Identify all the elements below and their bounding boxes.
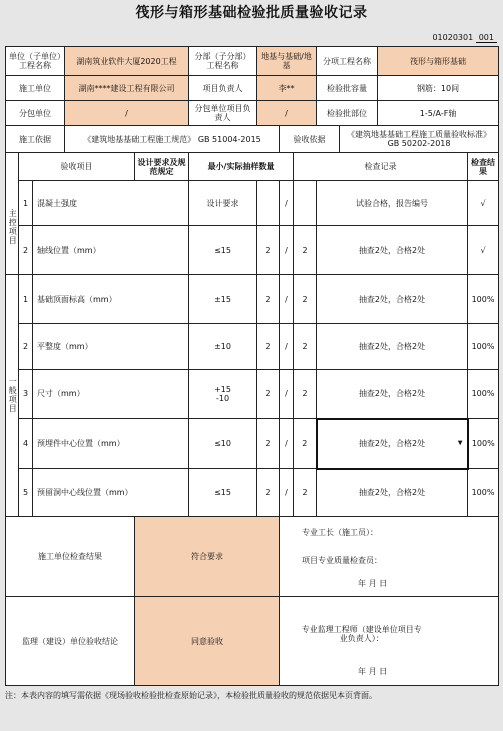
contractor-result-label: 施工单位检查结果 — [6, 517, 135, 597]
item-name: 混凝土强度 — [33, 181, 135, 226]
item-min-sample[interactable] — [257, 181, 280, 226]
item-number: 3 — [19, 370, 33, 419]
batch-capacity-label: 检验批容量 — [317, 76, 378, 101]
item-result[interactable]: 100% — [468, 275, 499, 324]
document-number — [432, 33, 497, 43]
col-header-result: 检查结果 — [468, 153, 499, 181]
construction-basis-label: 施工依据 — [6, 126, 65, 153]
item-design[interactable]: ≤10 — [189, 419, 257, 469]
subcontractor-label: 分包单位 — [6, 101, 65, 126]
item-record[interactable]: 抽查2处，合格2处 — [317, 226, 468, 275]
document-code: 01020301 — [432, 33, 474, 42]
page-title: 筏形与箱形基础检验批质量验收记录 — [135, 5, 368, 21]
unit-project-value[interactable]: 湖南筑业软件大厦2020工程 — [65, 47, 189, 76]
item-name: 轴线位置（mm） — [33, 226, 135, 275]
item-record[interactable]: 抽查2处，合格2处 — [317, 275, 468, 324]
contractor-result-value[interactable]: 符合要求 — [135, 517, 280, 597]
item-record[interactable]: 抽查2处，合格2处 — [317, 469, 468, 517]
sub-item-label: 分项工程名称 — [317, 47, 378, 76]
item-design[interactable]: ±10 — [189, 324, 257, 370]
item-min-sample[interactable]: 2 — [257, 275, 280, 324]
document-suffix: 001 — [476, 33, 497, 43]
contractor-date[interactable]: 年 月 日 — [280, 572, 499, 597]
item-actual-sample[interactable]: 2 — [294, 419, 317, 469]
construction-basis-value[interactable]: 《建筑地基基础工程施工规范》 GB 51004-2015 — [65, 126, 280, 153]
item-actual-sample[interactable] — [294, 181, 317, 226]
supervisor-date[interactable]: 年 月 日 — [280, 657, 499, 685]
subcontractor-pm-label: 分包单位项目负责人 — [189, 101, 257, 126]
item-design[interactable] — [189, 370, 257, 419]
general-label: 一般项目 — [8, 376, 18, 413]
sub-item-value[interactable]: 筏形与箱形基础 — [378, 47, 499, 76]
item-record[interactable]: 试验合格，报告编号 — [317, 181, 468, 226]
item-slash: / — [280, 324, 294, 370]
item-result[interactable]: 100% — [468, 324, 499, 370]
item-spacer — [135, 324, 189, 370]
item-result[interactable]: 100% — [468, 469, 499, 517]
item-number: 1 — [19, 181, 33, 226]
acceptance-basis-label: 验收依据 — [280, 126, 340, 153]
item-spacer — [135, 419, 189, 469]
item-result[interactable]: 100% — [468, 419, 499, 469]
contractor-label: 施工单位 — [6, 76, 65, 101]
item-name: 预留洞中心线位置（mm） — [33, 469, 135, 517]
item-number: 2 — [19, 226, 33, 275]
batch-capacity-value[interactable]: 钢筋：10间 — [378, 76, 499, 101]
item-design[interactable]: ≤15 — [189, 226, 257, 275]
item-name: 基础顶面标高（mm） — [33, 275, 135, 324]
item-slash: / — [280, 370, 294, 419]
item-number: 1 — [19, 275, 33, 324]
item-min-sample[interactable]: 2 — [257, 469, 280, 517]
subcontractor-pm-value[interactable]: / — [257, 101, 317, 126]
item-slash: / — [280, 419, 294, 469]
batch-location-label: 检验批部位 — [317, 101, 378, 126]
item-min-sample[interactable]: 2 — [257, 370, 280, 419]
item-spacer — [135, 469, 189, 517]
unit-project-label: 单位（子单位）工程名称 — [6, 47, 65, 76]
design-lower: -10 — [215, 394, 230, 404]
item-spacer — [135, 226, 189, 275]
item-slash: / — [280, 275, 294, 324]
item-min-sample[interactable]: 2 — [257, 419, 280, 469]
foreman-label: 专业工长（施工员）： — [280, 517, 426, 549]
item-actual-sample[interactable]: 2 — [294, 226, 317, 275]
item-actual-sample[interactable]: 2 — [294, 275, 317, 324]
general-section — [6, 275, 19, 517]
item-record-selected[interactable] — [317, 419, 468, 469]
qc-inspector-signature[interactable] — [426, 549, 499, 572]
col-header-design: 设计要求及规范规定 — [135, 153, 189, 181]
division-label: 分部（子分部）工程名称 — [189, 47, 257, 76]
item-name: 平整度（mm） — [33, 324, 135, 370]
col-header-item: 验收项目 — [19, 153, 135, 181]
col-header-sample: 最小/实际抽样数量 — [189, 153, 294, 181]
item-spacer — [135, 181, 189, 226]
main-control-section — [6, 181, 19, 275]
dropdown-arrow-icon[interactable]: ▼ — [457, 439, 463, 447]
item-result[interactable]: 100% — [468, 370, 499, 419]
contractor-value[interactable]: 湖南****建设工程有限公司 — [65, 76, 189, 101]
item-result[interactable]: √ — [468, 226, 499, 275]
item-record: 抽查2处，合格2处 — [358, 439, 426, 448]
qc-inspector-label: 项目专业质量检查员： — [280, 549, 426, 572]
item-actual-sample[interactable]: 2 — [294, 469, 317, 517]
item-min-sample[interactable]: 2 — [257, 226, 280, 275]
item-number: 5 — [19, 469, 33, 517]
batch-location-value[interactable]: 1-5/A-F轴 — [378, 101, 499, 126]
supervisor-result-label: 监理（建设）单位验收结论 — [6, 597, 135, 686]
category-header-cell — [6, 153, 19, 181]
division-value[interactable]: 地基与基础/地基 — [257, 47, 317, 76]
item-slash: / — [280, 469, 294, 517]
item-design[interactable]: ±15 — [189, 275, 257, 324]
item-design[interactable]: ≤15 — [189, 469, 257, 517]
item-min-sample[interactable]: 2 — [257, 324, 280, 370]
item-spacer — [135, 275, 189, 324]
item-slash: / — [280, 181, 294, 226]
col-header-record: 检查记录 — [294, 153, 468, 181]
item-record[interactable]: 抽查2处，合格2处 — [317, 324, 468, 370]
foreman-signature[interactable] — [426, 517, 499, 549]
project-manager-value[interactable]: 李** — [257, 76, 317, 101]
item-result[interactable]: √ — [468, 181, 499, 226]
item-spacer — [135, 370, 189, 419]
acceptance-basis-value[interactable]: 《建筑地基基础工程施工质量验收标准》 GB 50202-2018 — [340, 126, 499, 153]
main-control-label: 主控项目 — [8, 208, 18, 245]
supervisor-result-value[interactable]: 同意验收 — [135, 597, 280, 686]
footnote: 注：本表内容的填写需依据《现场验收检验批检查原始记录》，本检验批质量验收的规范依据见本页背面。 — [5, 691, 377, 700]
item-name: 尺寸（mm） — [33, 370, 135, 419]
inspection-form — [5, 46, 499, 686]
item-record[interactable]: 抽查2处，合格2处 — [317, 370, 468, 419]
item-number: 4 — [19, 419, 33, 469]
item-slash: / — [280, 226, 294, 275]
item-actual-sample[interactable]: 2 — [294, 370, 317, 419]
supervising-engineer-signature[interactable] — [426, 597, 499, 657]
supervising-engineer-label: 专业监理工程师（建设单位项目专业负责人）： — [280, 597, 426, 657]
design-upper: +15 — [214, 384, 231, 394]
project-manager-label: 项目负责人 — [189, 76, 257, 101]
item-design[interactable]: 设计要求 — [189, 181, 257, 226]
item-name: 预埋件中心位置（mm） — [33, 419, 135, 469]
item-actual-sample[interactable]: 2 — [294, 324, 317, 370]
subcontractor-value[interactable]: / — [65, 101, 189, 126]
item-number: 2 — [19, 324, 33, 370]
